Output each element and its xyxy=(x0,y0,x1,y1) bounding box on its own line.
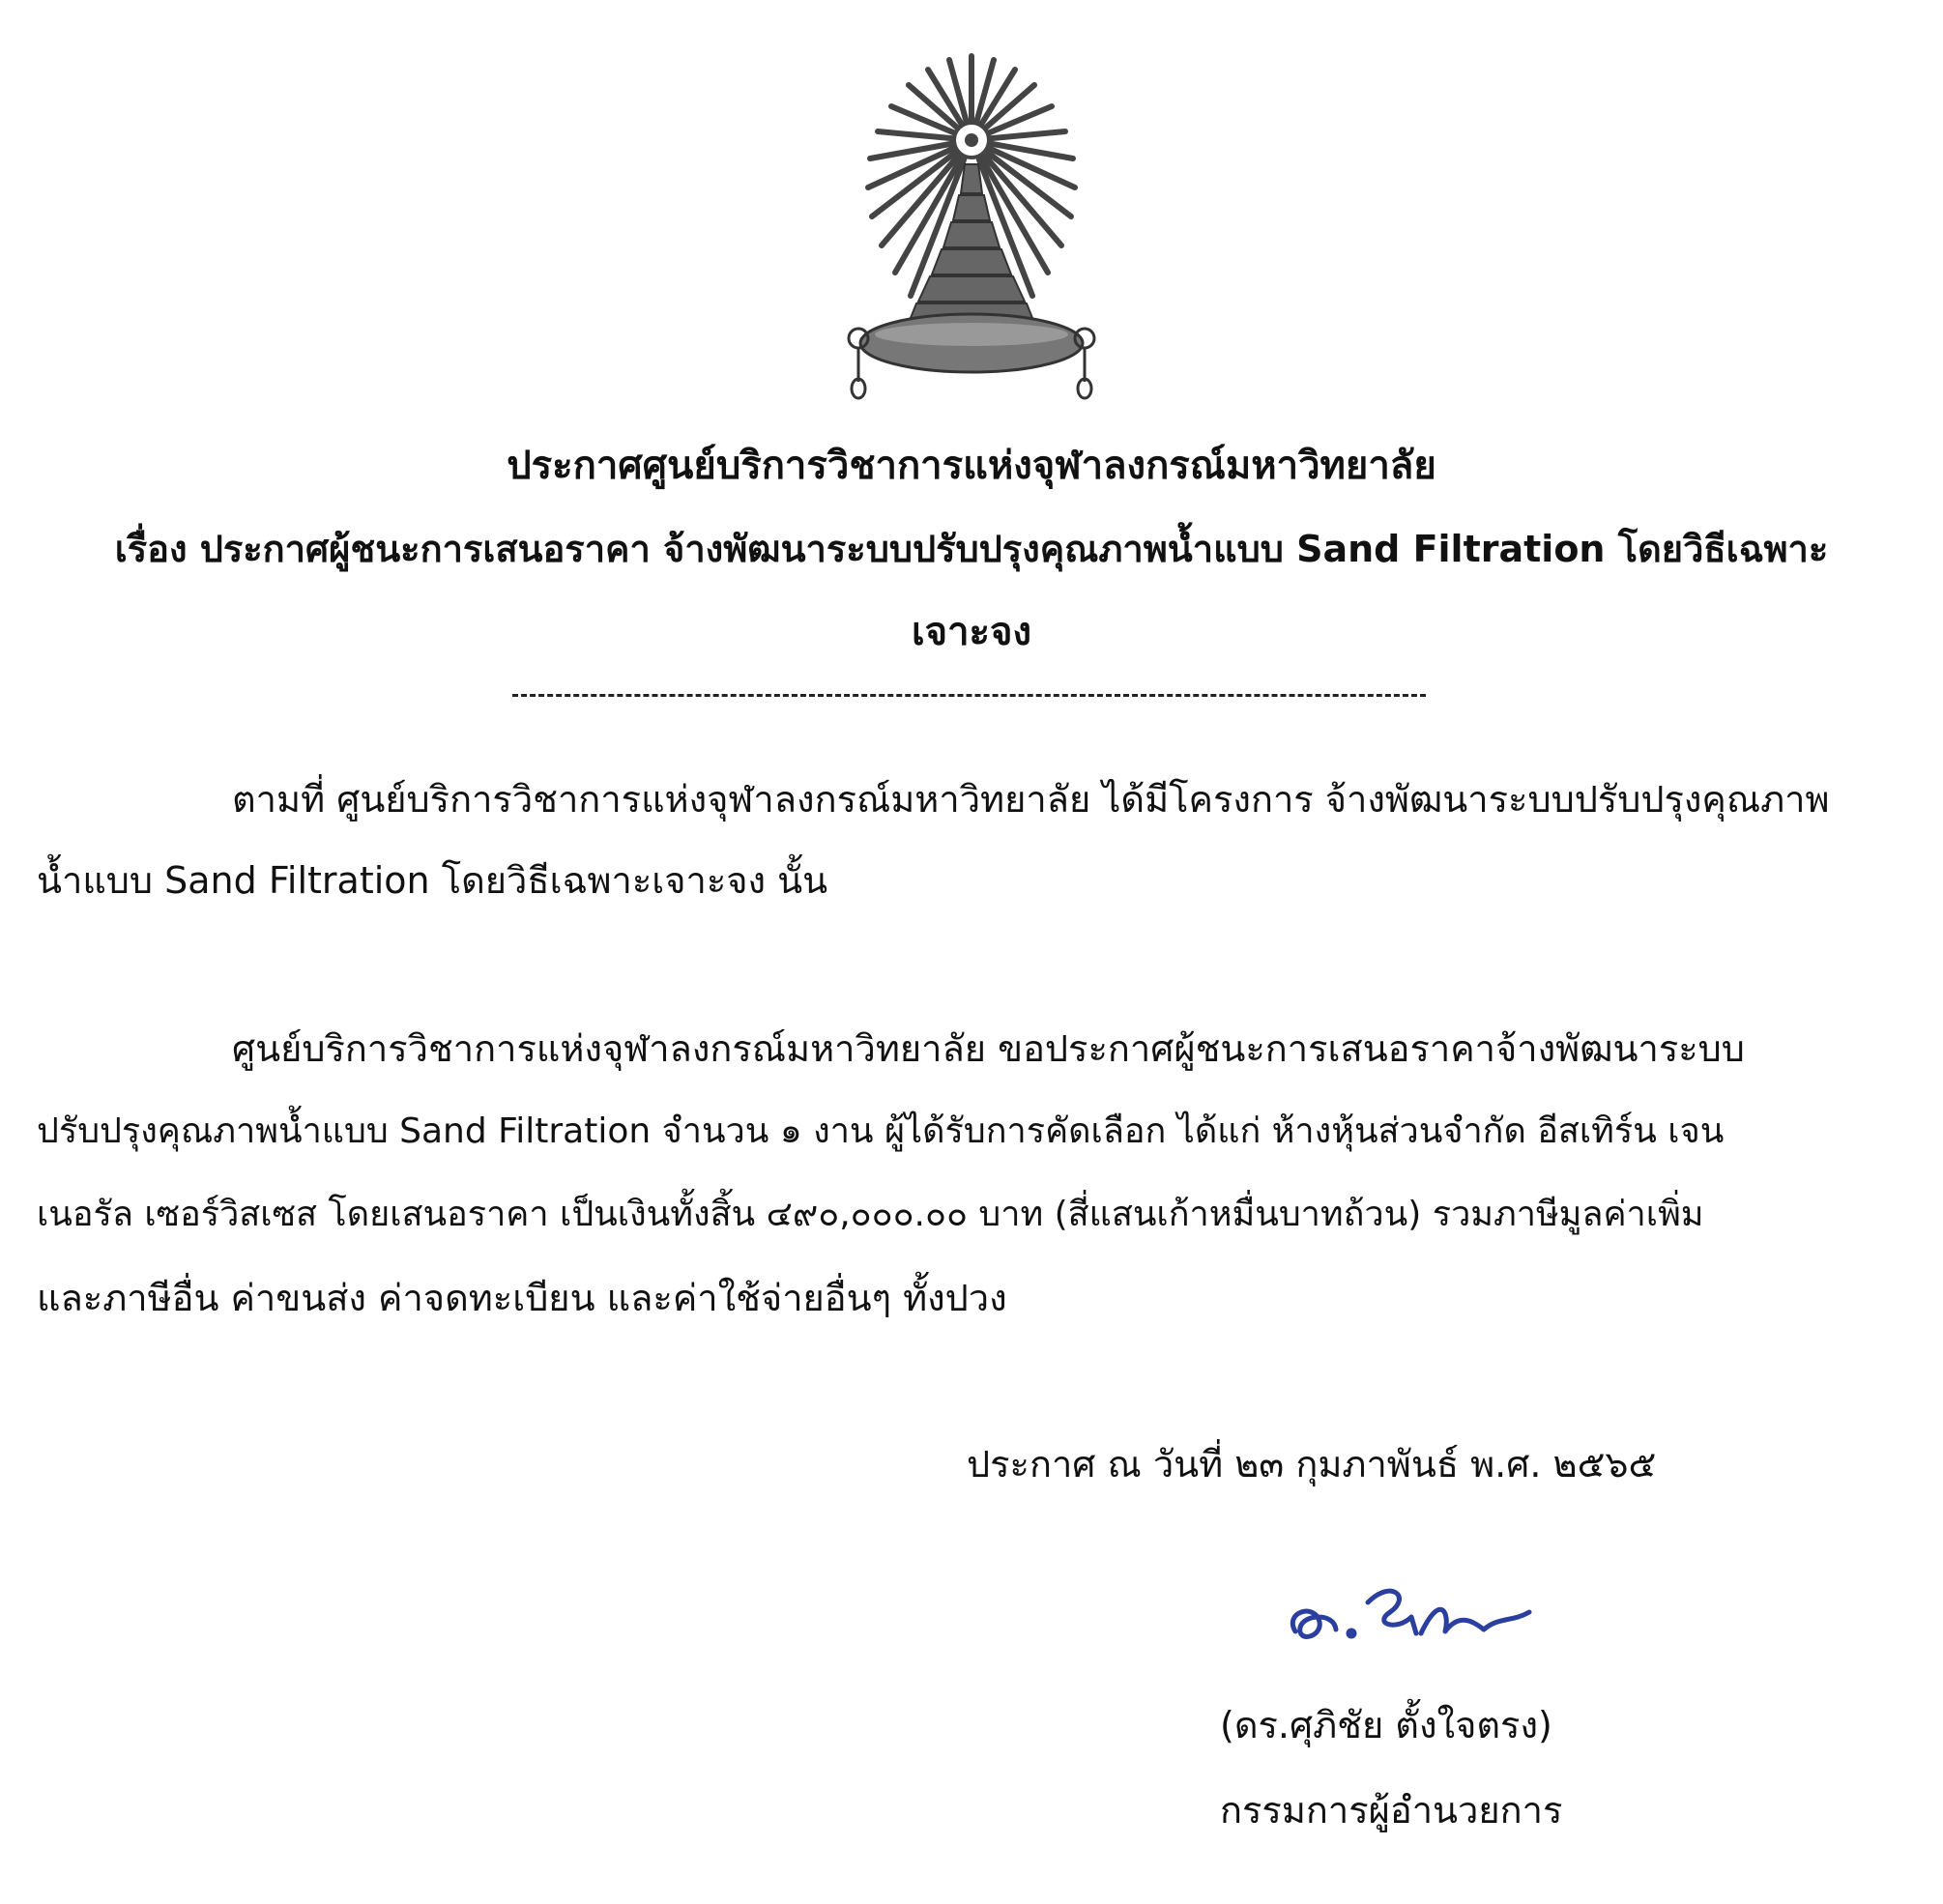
paragraph-1-line-2: น้ำแบบ Sand Filtration โดยวิธีเฉพาะเจาะจง นั้น xyxy=(37,859,828,902)
handwritten-signature xyxy=(1276,1573,1547,1651)
signer-name: (ดร.ศุภิชัย ตั้งใจตรง) xyxy=(1220,1704,1552,1746)
announcement-date: ประกาศ ณ วันที่ ๒๓ กุมภาพันธ์ พ.ศ. ๒๕๖๕ xyxy=(967,1443,1657,1486)
paragraph-2-line-1: ศูนย์บริการวิชาการแห่งจุฬาลงกรณ์มหาวิทยาลัย ขอประกาศผู้ชนะการเสนอราคาจ้างพัฒนาระบบ xyxy=(232,1027,1745,1070)
paragraph-1-line-1: ตามที่ ศูนย์บริการวิชาการแห่งจุฬาลงกรณ์มหาวิทยาลัย ได้มีโครงการ จ้างพัฒนาระบบปรับปรุงคุณภาพ xyxy=(232,778,1830,821)
title-divider xyxy=(512,694,1426,697)
university-seal-logo xyxy=(841,48,1102,416)
announcement-subject-line-1: เรื่อง ประกาศผู้ชนะการเสนอราคา จ้างพัฒนาระบบปรับปรุงคุณภาพน้ำแบบ Sand Filtration โดยวิธีเฉพาะ xyxy=(114,528,1829,570)
signer-title: กรรมการผู้อำนวยการ xyxy=(1220,1789,1563,1832)
paragraph-2-line-3: เนอรัล เซอร์วิสเซส โดยเสนอราคา เป็นเงินทั้งสิ้น ๔๙๐,๐๐๐.๐๐ บาท (สี่แสนเก้าหมื่นบาทถ้วน) รวมภาษีมูลค่าเพิ่ม xyxy=(37,1195,1704,1234)
paragraph-2-line-4: และภาษีอื่น ค่าขนส่ง ค่าจดทะเบียน และค่าใช้จ่ายอื่นๆ ทั้งปวง xyxy=(37,1277,1007,1319)
announcement-subject-line-2: เจาะจง xyxy=(911,610,1032,654)
paragraph-2-line-2: ปรับปรุงคุณภาพน้ำแบบ Sand Filtration จำนวน ๑ งาน ผู้ได้รับการคัดเลือก ได้แก่ ห้างหุ้นส่วนจำกัด อีสเทิร์น เจน xyxy=(37,1111,1725,1151)
announcement-heading: ประกาศศูนย์บริการวิชาการแห่งจุฬาลงกรณ์มหาวิทยาลัย xyxy=(507,444,1436,488)
